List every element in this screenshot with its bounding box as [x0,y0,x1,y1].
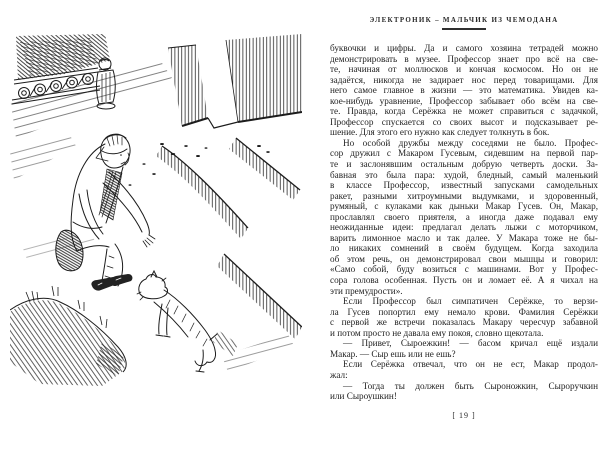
text-line: ракет, разными хитроумными выдумками, и здоровенный, [330,190,598,201]
text-line: те, начиная от моллюсков и кончая космосом. Но он не [330,64,598,75]
text-line: с первой же встречи показалась Макару чересчур забавной [330,317,598,328]
text-line: демонстрировать в музее. Профессор знает про всё на све- [330,53,598,64]
book-illustration [10,33,302,415]
text-line: шение. Для этого его нужно как следует толкнуть в бок. [330,127,550,138]
text-line: прославлял своего приятеля, а иногда даже подавал ему [330,211,598,222]
text-line: Профессор спускается со своих высот и подсказывает ре- [330,116,598,127]
text-line: те. Правда, когда Серёжка не может справиться с задачкой, [330,106,598,117]
text-line: об этом речь, он демонстрировал свои мышцы и говорил: [330,253,598,264]
text-line: Макар. — Сыр ешь или не ешь? [330,348,456,359]
text-line: — Тогда ты должен быть Сыроножкин, Сыроручкин [343,380,598,391]
text-line: или Сыроушкин! [330,391,397,402]
text-line: эти премудрости». [330,285,403,296]
text-line: бавная это была пара: худой, бледный, самый маленький [330,169,598,180]
text-line: буквочки и цифры. Да и самого хозяина тетрадей можно [330,43,598,53]
boy-figure [56,134,155,290]
text-line: сор дружил с Макаром Гусевым, сидевшим на первой пар- [330,148,598,159]
text-line: Если Серёжка отвечал, что он не ест, Макар продол- [343,359,598,370]
text-line: сора голова особенная. Пусть он и ломает её. А я чихал на [330,275,598,286]
text-line: и потом просто не давала ему покоя, словно щекотала. [330,327,544,338]
running-header-title: ЭЛЕКТРОНИК – МАЛЬЧИК ИЗ ЧЕМОДАНА [369,16,559,24]
text-line: кое-нибудь уравнение, Профессор забывает обо всём на све- [330,95,598,106]
text-line: ло никаких сомнений в своём будущем. Когда заходила [330,243,598,254]
body-text [330,43,598,402]
text-line: «Само собой, буду возиться с машинами. Вот у Профес- [330,264,598,275]
text-line: задаётся, никогда не задирает нос перед товарищами. Для [330,74,598,85]
text-line: румяный, с кулаками как дыньки Макар Гусев. Он, Макар, [330,201,598,212]
text-line: варить лимонное масло и так далее. У Макара тоже не бы- [330,232,598,243]
grass-mound [10,286,126,386]
page-number: [ 19 ] [452,411,476,420]
header-rule [442,28,486,30]
text-line: те и заслонявшим остальным добрую четверть доски. За- [330,159,598,170]
text-line: Но особой дружбы между соседями не было. Профес- [343,137,598,148]
stone-walls [156,34,302,339]
text-line: — Привет, Сыроежкин! — басом кричал ещё издали [343,338,598,349]
text-line: Если Профессор был симпатичен Серёжке, то верзи- [343,296,598,307]
running-header [330,16,598,30]
text-line: ла Гусев попортил ему немало крови. Фамилия Серёжки [330,306,598,317]
text-line: жал: [330,369,348,380]
text-line: неожиданные идеи: предлагал делать лыжи с моторчиком, [330,222,598,233]
text-line: в классе Профессор, известный запусками самодельных [330,180,598,191]
text-line: него самое главное в жизни — это математика. Увидев ка- [330,85,598,96]
